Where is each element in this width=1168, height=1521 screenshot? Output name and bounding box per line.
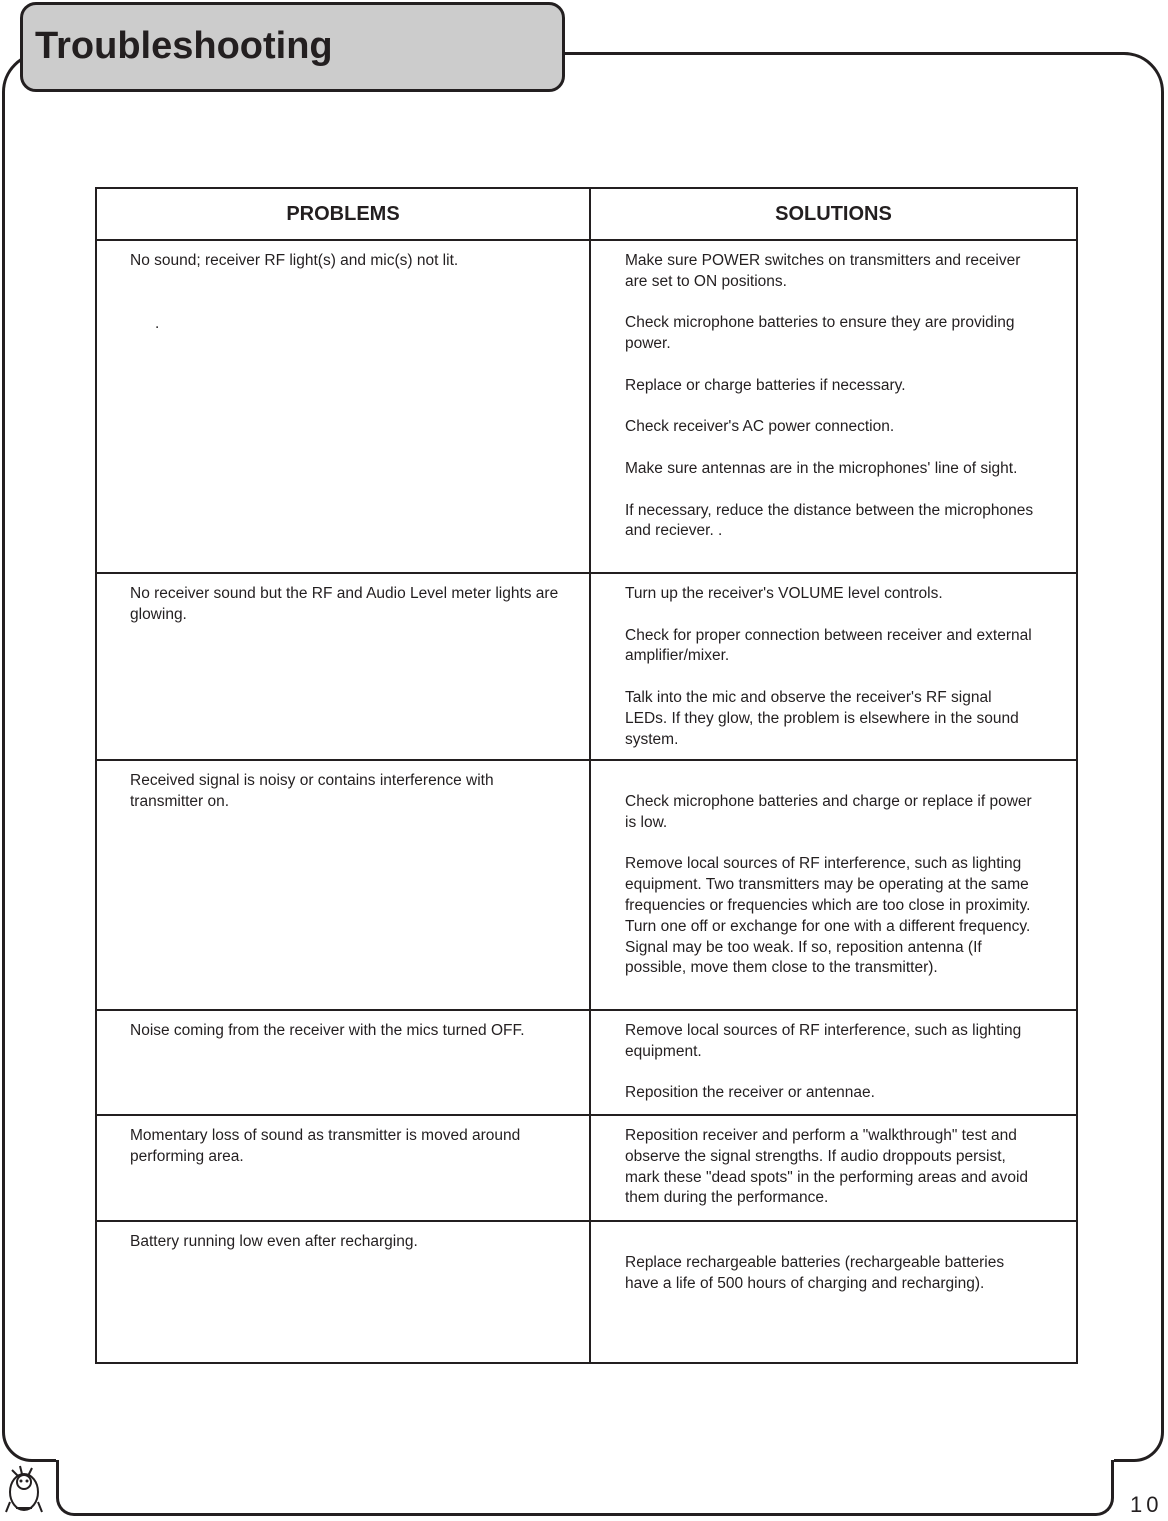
table-row [96, 573, 1077, 760]
solution-text: Reposition receiver and perform a "walkthrough" test and observe the signal strengths. If audio droppouts persist, mark these "dead spots" in the performing areas and avoid them during the performance. [625, 1127, 1029, 1207]
problem-text: Momentary loss of sound as transmitter is moved around performing area. [130, 1127, 521, 1165]
solution-text: Make sure antennas are in the microphones' line of sight. [625, 459, 1018, 477]
problem-text: Received signal is noisy or contains interference with transmitter on. [130, 772, 494, 810]
problem-cell [96, 1221, 590, 1363]
solution-text: Check microphone batteries to ensure they are providing power. [625, 314, 1015, 353]
problem-cell [96, 1115, 590, 1221]
solution-text: Reposition the receiver or antennae. [625, 1084, 875, 1102]
solution-text: If necessary, reduce the distance between the microphones and reciever. . [625, 501, 1034, 540]
solution-text: Check microphone batteries and charge or replace if power is low. [625, 793, 1032, 831]
problem-text: No receiver sound but the RF and Audio Level meter lights are glowing. [130, 585, 559, 623]
solution-text: Check receiver's AC power connection. [625, 418, 895, 436]
table-row [96, 1115, 1077, 1221]
problem-text: No sound; receiver RF light(s) and mic(s) not lit. [130, 252, 459, 269]
problem-cell [96, 1010, 590, 1115]
stray-dot: . [155, 314, 160, 332]
problem-cell [96, 760, 590, 1010]
problem-cell [96, 573, 590, 760]
problem-cell [96, 240, 590, 573]
table-row [96, 240, 1077, 573]
table-row [96, 760, 1077, 1010]
troubleshooting-table [95, 187, 1078, 1364]
solution-cell [590, 760, 1077, 1010]
page-number: 10 [1130, 1492, 1163, 1517]
solution-text: Replace rechargeable batteries (rechargeable batteries have a life of 500 hours of charging and recharging). [625, 1254, 1005, 1292]
solution-cell [590, 1010, 1077, 1115]
solution-cell [590, 1115, 1077, 1221]
solution-text: Replace or charge batteries if necessary. [625, 376, 906, 394]
solution-text: Talk into the mic and observe the receiver's RF signal LEDs. If they glow, the problem is elsewhere in the sound system. [625, 688, 1019, 748]
page-frame-bottom [56, 1460, 1114, 1516]
solution-cell [590, 573, 1077, 760]
solution-cell [590, 240, 1077, 573]
solution-text: Turn up the receiver's VOLUME level controls. [625, 585, 943, 602]
problem-text: Noise coming from the receiver with the mics turned OFF. [130, 1022, 525, 1039]
header-problems: PROBLEMS [96, 188, 590, 240]
solution-text: Remove local sources of RF interference, such as lighting equipment. [625, 1022, 1022, 1060]
solution-text: Check for proper connection between receiver and external amplifier/mixer. [625, 626, 1032, 665]
problem-text: Battery running low even after recharging. [130, 1233, 418, 1250]
table-row [96, 1010, 1077, 1115]
header-solutions: SOLUTIONS [590, 188, 1077, 240]
title-tab [20, 2, 565, 92]
table-row [96, 1221, 1077, 1363]
solution-text: Remove local sources of RF interference, such as lighting equipment. Two transmitters may be operating at the same frequencies or frequencies which are too close in proximity. Turn one off or exchange for one with a different frequency. Signal may be too weak. If so, reposition antenna (If possible, move them close to the transmitter). [625, 855, 1031, 977]
solution-cell [590, 1221, 1077, 1363]
table-header-row [96, 188, 1077, 240]
solution-text: Make sure POWER switches on transmitters and receiver are set to ON positions. [625, 252, 1021, 290]
mascot-logo-icon [2, 1462, 46, 1516]
page-title: Troubleshooting [35, 25, 333, 67]
